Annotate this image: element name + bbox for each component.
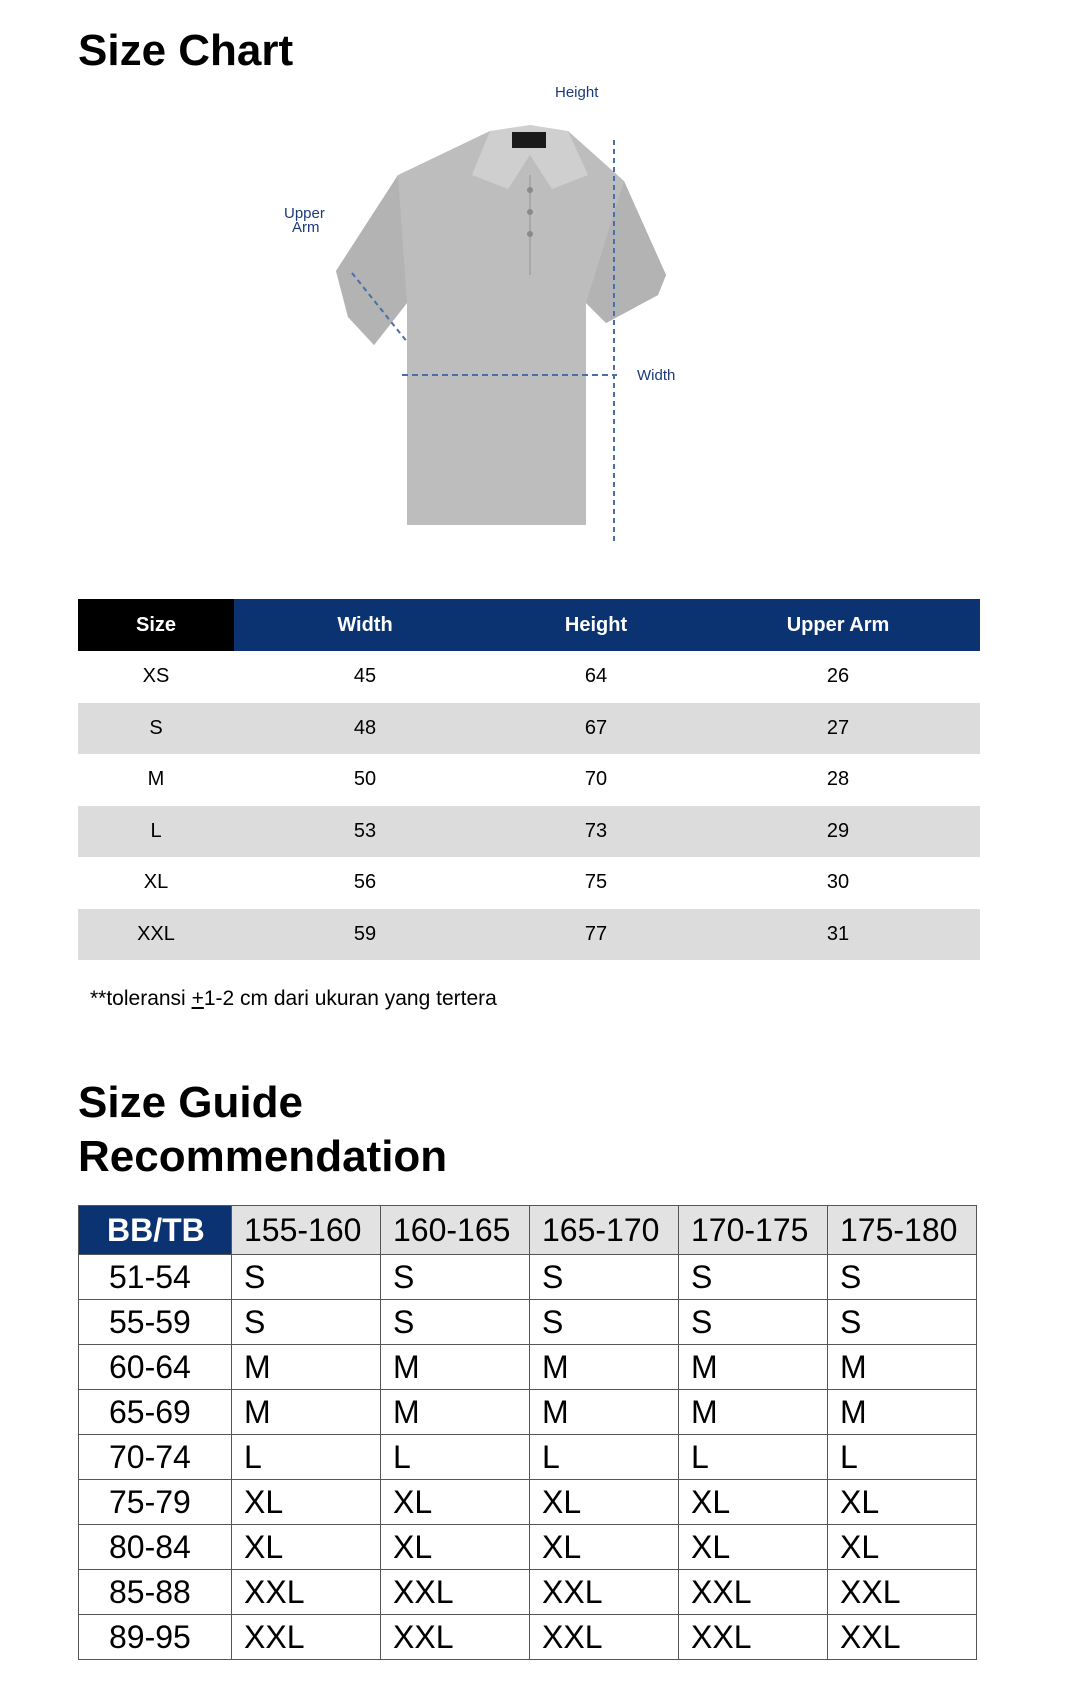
table-row bbox=[78, 806, 980, 858]
size-cell: M bbox=[232, 1345, 381, 1390]
size-guide-header-row bbox=[79, 1206, 977, 1255]
size-cell: S bbox=[679, 1255, 828, 1300]
table-row bbox=[79, 1435, 977, 1480]
table-row bbox=[78, 703, 980, 755]
size-cell: XL bbox=[828, 1480, 977, 1525]
shirt-button bbox=[527, 187, 533, 193]
polo-shirt-diagram bbox=[284, 84, 710, 565]
size-cell: M bbox=[530, 1390, 679, 1435]
size-cell: XXL bbox=[381, 1615, 530, 1660]
table-row bbox=[79, 1570, 977, 1615]
weight-range: 70-74 bbox=[79, 1435, 232, 1480]
size-cell: M bbox=[679, 1345, 828, 1390]
size-cell: XL bbox=[232, 1525, 381, 1570]
cell-width: 45 bbox=[353, 665, 377, 688]
weight-range: 60-64 bbox=[79, 1345, 232, 1390]
size-cell: S bbox=[381, 1255, 530, 1300]
size-cell: XXL bbox=[530, 1570, 679, 1615]
shirt-button bbox=[527, 231, 533, 237]
size-cell: M bbox=[679, 1390, 828, 1435]
cell-width: 59 bbox=[353, 922, 377, 945]
width-label: Width bbox=[637, 367, 676, 384]
size-cell: S bbox=[530, 1255, 679, 1300]
cell-height: 67 bbox=[584, 716, 608, 739]
size-cell: S bbox=[381, 1300, 530, 1345]
size-cell: XL bbox=[679, 1525, 828, 1570]
header-width: Width bbox=[337, 613, 393, 636]
size-cell: L bbox=[530, 1435, 679, 1480]
upper-arm-label-line2: Arm bbox=[292, 219, 320, 236]
size-cell: L bbox=[381, 1435, 530, 1480]
cell-size: XS bbox=[142, 665, 170, 688]
cell-size: XL bbox=[143, 871, 169, 894]
size-cell: XXL bbox=[232, 1615, 381, 1660]
header-height: Height bbox=[564, 613, 628, 636]
cell-size: L bbox=[150, 819, 162, 842]
size-guide-title-line1: Size Guide bbox=[78, 1078, 303, 1127]
size-guide-table bbox=[78, 1205, 977, 1660]
cell-size: XXL bbox=[137, 922, 175, 945]
height-label: Height bbox=[555, 84, 599, 101]
header-height-range: 155-160 bbox=[232, 1206, 381, 1255]
table-row bbox=[79, 1255, 977, 1300]
cell-height: 64 bbox=[584, 665, 608, 688]
cell-upper-arm: 29 bbox=[826, 819, 850, 842]
polo-shirt-illustration bbox=[290, 85, 710, 565]
tolerance-note bbox=[90, 986, 497, 1012]
size-chart-title: Size Chart bbox=[78, 26, 294, 75]
size-cell: L bbox=[679, 1435, 828, 1480]
size-cell: S bbox=[530, 1300, 679, 1345]
weight-range: 89-95 bbox=[79, 1615, 232, 1660]
header-height-range: 170-175 bbox=[679, 1206, 828, 1255]
header-height-range: 175-180 bbox=[828, 1206, 977, 1255]
size-cell: XL bbox=[381, 1525, 530, 1570]
weight-range: 55-59 bbox=[79, 1300, 232, 1345]
cell-upper-arm: 26 bbox=[826, 665, 850, 688]
size-chart-header-row bbox=[78, 599, 980, 651]
size-cell: XXL bbox=[530, 1615, 679, 1660]
table-row bbox=[78, 651, 980, 703]
table-row bbox=[79, 1345, 977, 1390]
weight-range: 85-88 bbox=[79, 1570, 232, 1615]
cell-upper-arm: 31 bbox=[826, 922, 850, 945]
cell-width: 56 bbox=[353, 871, 377, 894]
table-row bbox=[79, 1525, 977, 1570]
table-row bbox=[79, 1300, 977, 1345]
cell-height: 70 bbox=[584, 768, 608, 791]
size-cell: S bbox=[679, 1300, 828, 1345]
cell-upper-arm: 27 bbox=[826, 716, 850, 739]
size-cell: M bbox=[232, 1390, 381, 1435]
size-cell: XXL bbox=[679, 1615, 828, 1660]
size-cell: XL bbox=[828, 1525, 977, 1570]
size-cell: XXL bbox=[828, 1615, 977, 1660]
weight-range: 75-79 bbox=[79, 1480, 232, 1525]
size-cell: XXL bbox=[232, 1570, 381, 1615]
header-height-range: 160-165 bbox=[381, 1206, 530, 1255]
size-cell: XL bbox=[530, 1525, 679, 1570]
shirt-button bbox=[527, 209, 533, 215]
tolerance-note-suffix: 1-2 cm dari ukuran yang tertera bbox=[203, 987, 497, 1010]
size-cell: XL bbox=[530, 1480, 679, 1525]
cell-width: 48 bbox=[353, 716, 377, 739]
header-height-range: 165-170 bbox=[530, 1206, 679, 1255]
table-row bbox=[79, 1480, 977, 1525]
size-cell: M bbox=[828, 1390, 977, 1435]
size-cell: S bbox=[232, 1300, 381, 1345]
tolerance-note-prefix: **toleransi bbox=[90, 987, 192, 1010]
shirt-neck-label bbox=[512, 132, 546, 148]
weight-range: 80-84 bbox=[79, 1525, 232, 1570]
size-cell: M bbox=[381, 1390, 530, 1435]
header-bb-tb: BB/TB bbox=[79, 1206, 232, 1255]
size-cell: M bbox=[530, 1345, 679, 1390]
table-row bbox=[79, 1615, 977, 1660]
size-guide-title-line2: Recommendation bbox=[78, 1132, 448, 1181]
cell-height: 73 bbox=[584, 819, 608, 842]
weight-range: 51-54 bbox=[79, 1255, 232, 1300]
size-cell: XL bbox=[232, 1480, 381, 1525]
cell-width: 50 bbox=[353, 768, 377, 791]
upper-arm-label-line1: Upper bbox=[284, 205, 325, 222]
cell-width: 53 bbox=[353, 819, 377, 842]
size-cell: L bbox=[232, 1435, 381, 1480]
size-cell: S bbox=[828, 1255, 977, 1300]
size-cell: M bbox=[828, 1345, 977, 1390]
plus-minus-symbol: + bbox=[191, 987, 204, 1010]
cell-upper-arm: 28 bbox=[826, 768, 850, 791]
table-row bbox=[78, 857, 980, 909]
weight-range: 65-69 bbox=[79, 1390, 232, 1435]
header-upper-arm: Upper Arm bbox=[786, 613, 890, 636]
cell-size: M bbox=[147, 768, 165, 791]
size-cell: L bbox=[828, 1435, 977, 1480]
size-cell: XL bbox=[381, 1480, 530, 1525]
header-size: Size bbox=[78, 599, 234, 651]
size-cell: XXL bbox=[381, 1570, 530, 1615]
table-row bbox=[78, 754, 980, 806]
size-cell: XXL bbox=[679, 1570, 828, 1615]
cell-upper-arm: 30 bbox=[826, 871, 850, 894]
shirt-left-sleeve bbox=[336, 175, 407, 345]
table-row bbox=[78, 909, 980, 961]
table-row bbox=[79, 1390, 977, 1435]
cell-height: 77 bbox=[584, 922, 608, 945]
size-cell: S bbox=[232, 1255, 381, 1300]
size-chart-table bbox=[78, 599, 980, 960]
cell-height: 75 bbox=[584, 871, 608, 894]
size-cell: XXL bbox=[828, 1570, 977, 1615]
size-cell: XL bbox=[679, 1480, 828, 1525]
size-guide-title bbox=[78, 1076, 447, 1184]
cell-size: S bbox=[149, 716, 163, 739]
size-cell: M bbox=[381, 1345, 530, 1390]
size-cell: S bbox=[828, 1300, 977, 1345]
